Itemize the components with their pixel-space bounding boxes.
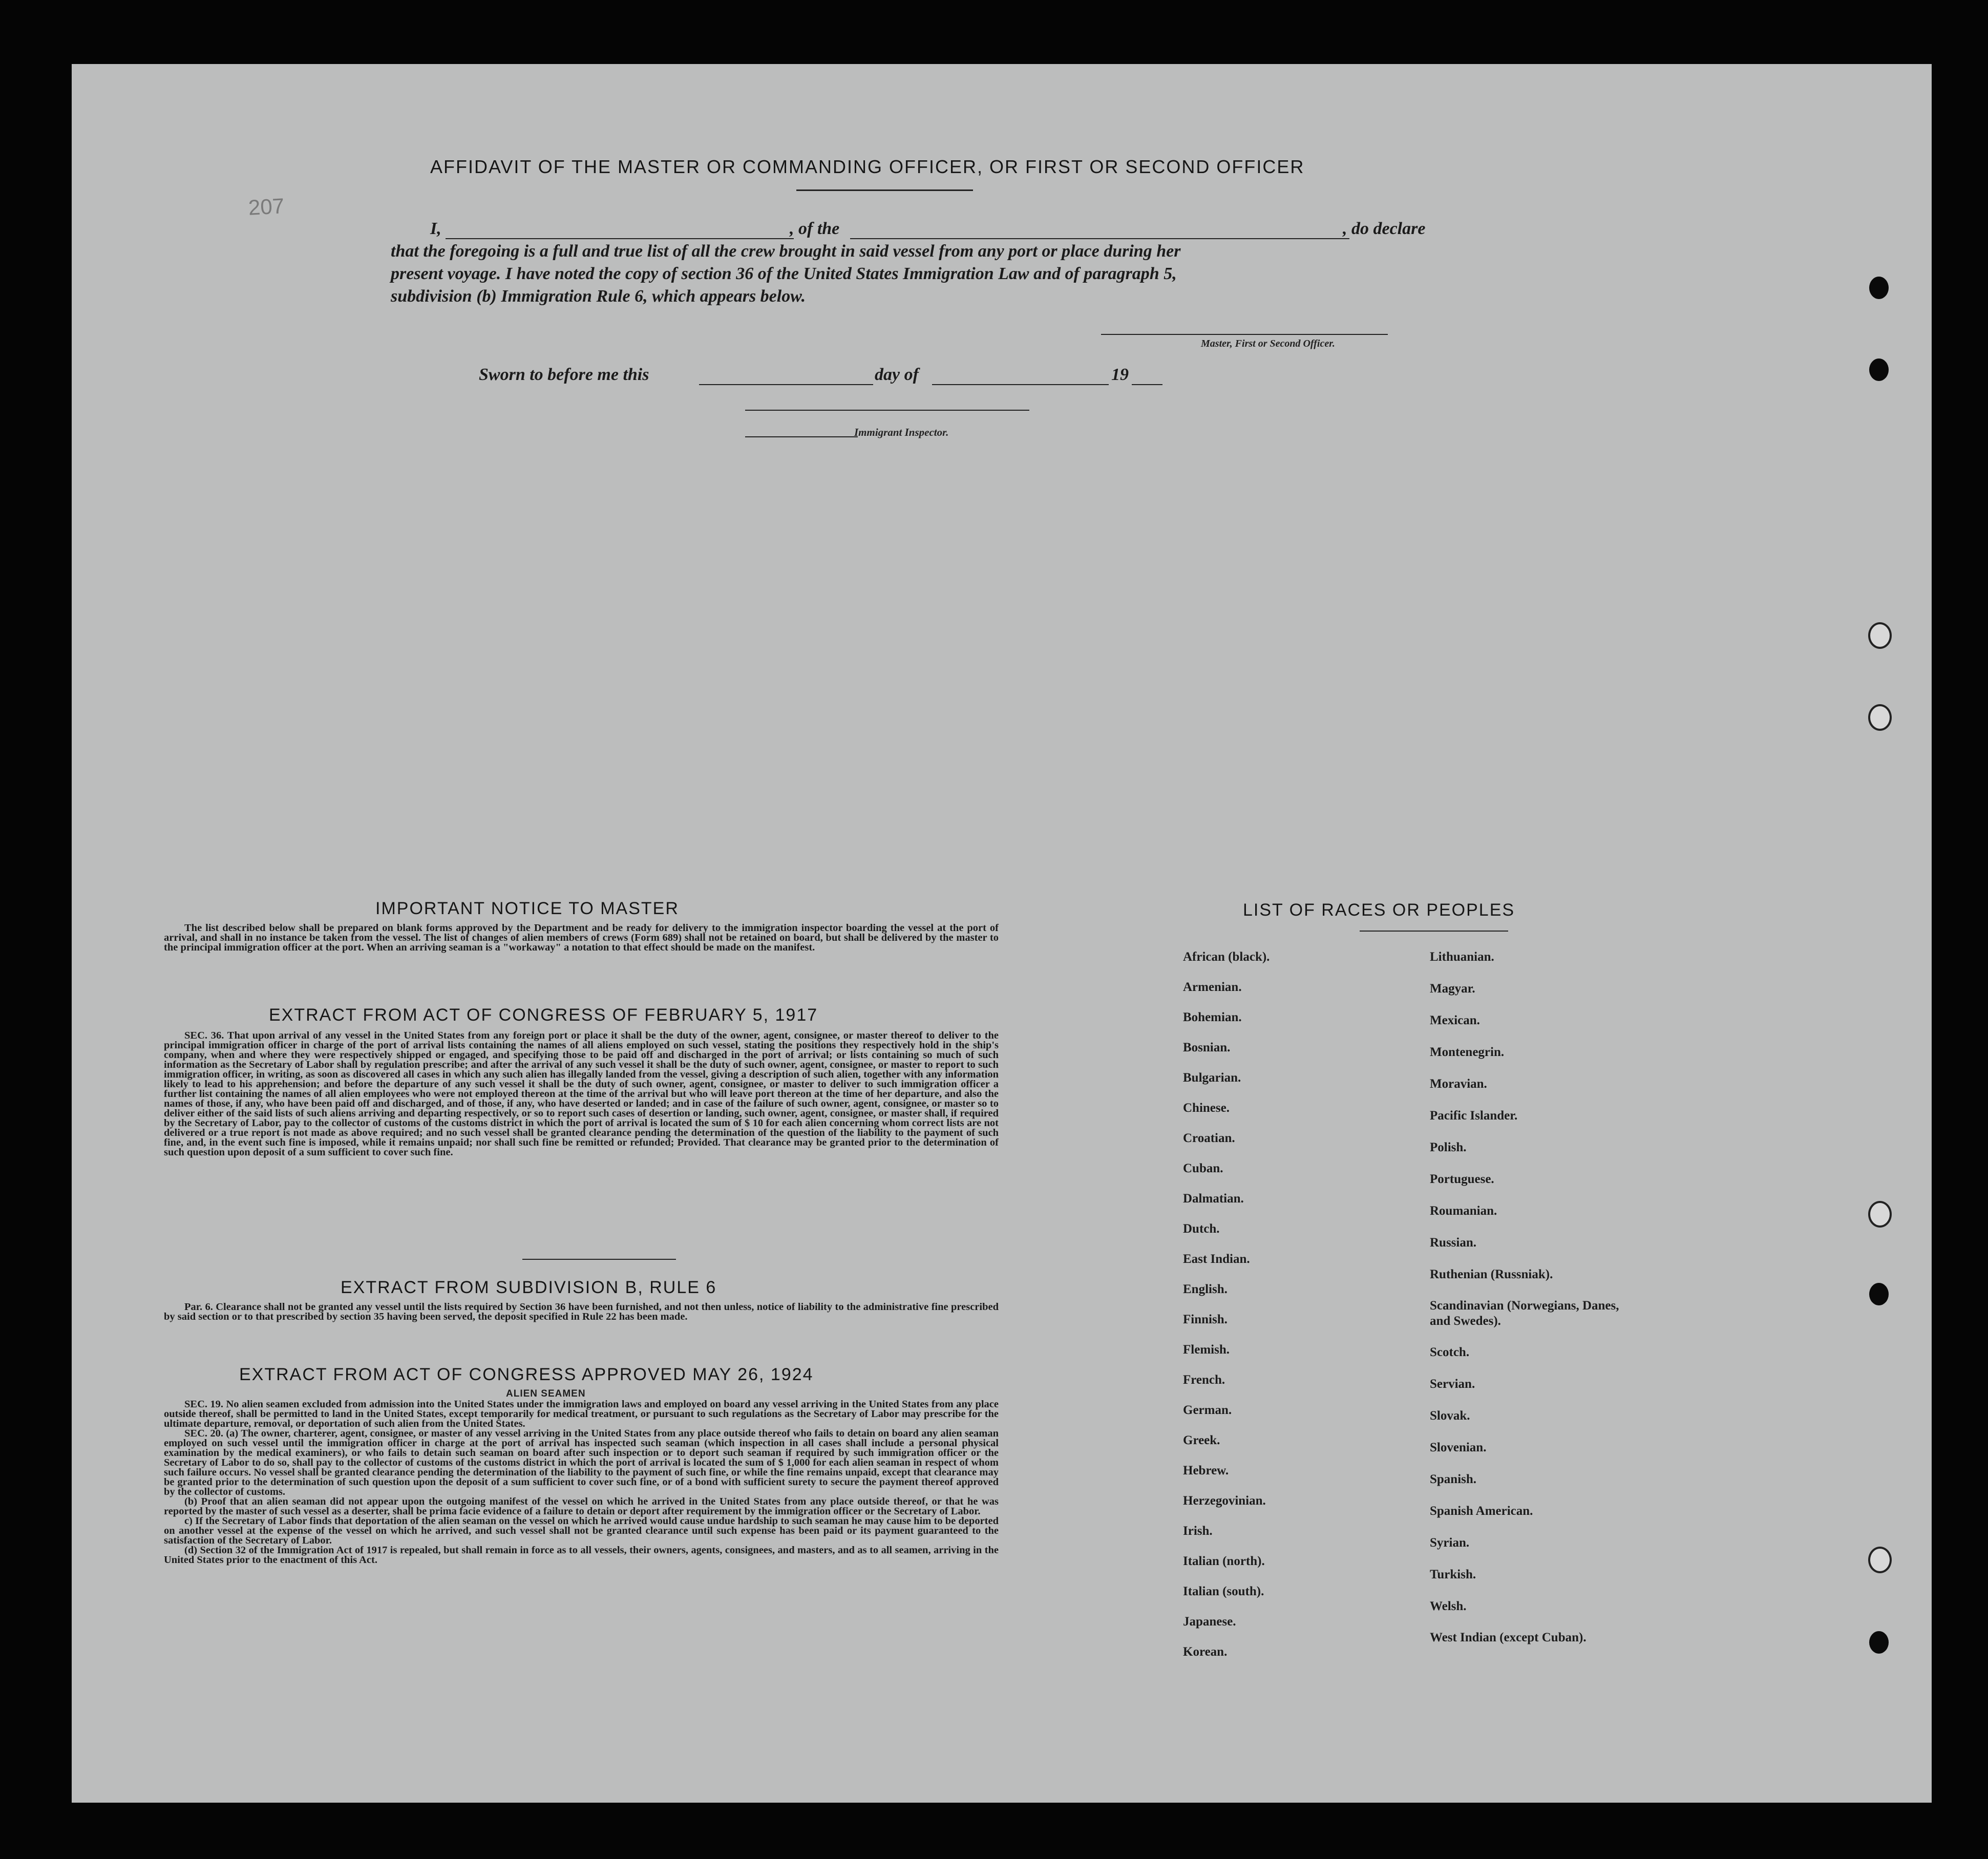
race-right: Ruthenian (Russniak). [1430,1268,1553,1281]
race-left: African (black). [1183,950,1270,964]
race-left: Flemish. [1183,1343,1230,1357]
races-underline [1360,931,1508,932]
sec20c-paragraph: c) If the Secretary of Labor finds that deportation of the alien seaman on the vessel on which he arrived would cause undue hardship to such seaman he may cause him to be deported on another vessel at the expense of the vessel on which he arrived, and such vessel shall not be granted clearance until such expense has been paid or its payment guaranteed to the satisfaction of the Secretary of Labor. [164,1515,999,1546]
subdivision-b-title: EXTRACT FROM SUBDIVISION B, RULE 6 [341,1278,717,1297]
race-left: Herzegovinian. [1183,1494,1266,1508]
race-right: Syrian. [1430,1536,1470,1550]
notice-text [164,923,999,953]
inspector-signature-line[interactable] [745,410,1029,411]
notice-title: IMPORTANT NOTICE TO MASTER [375,899,679,918]
race-right: Lithuanian. [1430,950,1494,964]
race-left: Italian (south). [1183,1585,1264,1598]
punch-hole [1869,1283,1889,1305]
race-left: Croatian. [1183,1131,1235,1145]
punch-hole [1868,622,1892,649]
race-left: Korean. [1183,1645,1228,1659]
extract-1917-paragraph: SEC. 36. That upon arrival of any vessel in the United States from any foreign port or place it shall be the duty of the owner, agent, consignee, or master thereof to deliver to the principal immigration officer in charge of the port of arrival lists containing the names of all aliens employed on such vessel, stating the positions they respectively hold in the ship's company, when and where they were respectively shipped or engaged, and specifying those to be paid off and discharged in the port of arrival; or lists containing so much of such information as the Secretary of Labor shall by regulation prescribe; and after the arrival of any such vessel it shall be the duty of such owner, agent, consignee, or master to report to such immigration officer, in writing, as soon as discovered all cases in which any such alien has illegally landed from the vessel, giving a description of such alien, together with any information likely to lead to his apprehension; and before the departure of any such vessel it shall be the duty of such owner, agent, consignee, or master to deliver to such immigration officer a further list containing the names of all alien employees who were not employed thereon at the time of the arrival but who will leave port thereon at the time of her departure, and also the names of those, if any, who have been paid off and discharged, and of those, if any, who have deserted or landed; and in case of the failure of such owner, agent, consignee, or master so to deliver either of the said lists of such aliens arriving and departing respectively, or so to report such cases of desertion or landing, such owner, agent, consignee, or master shall, if required by the Secretary of Labor, pay to the collector of customs of the customs district in which the port of arrival is located the sum of $ 10 for each alien concerning whom correct lists are not delivered or a true report is not made as above required; and no such vessel shall be granted clearance pending the determination of the question of the liability to the payment of such fine, and, in the event such fine is imposed, while it remains unpaid; nor shall such fine be remitted or refunded; Provided. That clearance may be granted prior to the determination of such question upon deposit of a sum sufficient to cover such fine. [164,1030,999,1158]
race-right: Turkish. [1430,1568,1476,1581]
race-left: East Indian. [1183,1252,1250,1266]
race-left: Chinese. [1183,1101,1230,1115]
extract-1917-title: EXTRACT FROM ACT OF CONGRESS OF FEBRUARY 5, 1917 [269,1005,818,1025]
race-left: Bulgarian. [1183,1071,1241,1085]
race-right: Portuguese. [1430,1172,1494,1186]
sworn-day-of: day of [875,365,919,384]
sworn-month-blank[interactable] [932,384,1109,385]
affidavit-line1-declare: , do declare [1343,219,1426,238]
sec20a-paragraph: SEC. 20. (a) The owner, charterer, agent, consignee, or master of any vessel arriving in the United States from any place outside thereof who fails to detain on board any alien seaman employed on such vessel until the immigration officer in charge at the port of arrival has inspected such seaman (which inspection in all cases shall include a personal physical examination by the medical examiners), or who fails to detain such seaman on board after such inspection or to deport such seaman if required by such immigration officer or the Secretary of Labor to do so, shall pay to the collector of customs of the customs district in which the port of arrival is located the sum of $ 1,000 for each alien seaman in respect of whom such failure occurs. No vessel shall be granted clearance pending the determination of the liability to the payment of such fine, or while the fine remains unpaid, except that clearance may be granted prior to the determination of such question upon the deposit of a sum sufficient to cover such fine, or of a bond with sufficient surety to secure the payment thereof approved by the collector of customs. [164,1428,999,1497]
margin-number: 207 [247,194,285,220]
race-right: Scotch. [1430,1345,1470,1359]
race-right: Spanish. [1430,1472,1477,1486]
race-right: Servian. [1430,1377,1475,1391]
sworn-day-blank[interactable] [699,384,873,385]
race-right: Moravian. [1430,1077,1487,1091]
title-underline [796,189,973,191]
affidavit-line1-i: I, [430,219,441,238]
race-right: Scandinavian (Norwegians, Danes, and Swedes). [1430,1299,1619,1328]
subdivision-b-text [164,1302,999,1322]
race-right: Slovenian. [1430,1441,1487,1454]
punch-hole [1869,358,1889,381]
subdivision-b-paragraph: Par. 6. Clearance shall not be granted any vessel until the lists required by Section 36 have been furnished, and not then unless, notice of liability to the administrative fine prescribed by said section or to that prescribed by section 35 having been served, the deposit specified in Rule 22 has been made. [164,1301,999,1322]
punch-hole [1868,704,1892,731]
affidavit-title: AFFIDAVIT OF THE MASTER OR COMMANDING OFFICER, OR FIRST OR SECOND OFFICER [430,156,1305,177]
races-title: LIST OF RACES OR PEOPLES [1243,900,1515,920]
race-left: Italian (north). [1183,1554,1265,1568]
race-left: German. [1183,1403,1232,1417]
race-left: Greek. [1183,1433,1220,1447]
sworn-year: 19 [1111,365,1129,384]
sec20b-paragraph: (b) Proof that an alien seaman did not appear upon the outgoing manifest of the vessel on which he arrived in the United States from any place outside thereof, or that he was reported by the master of such vessel as a deserter, shall be prima facie evidence of a failure to detain or deport after requirement by the immigration officer or the Secretary of Labor. [164,1496,999,1517]
sec19-paragraph: SEC. 19. No alien seamen excluded from admission into the United States under the immigration laws and employed on board any vessel arriving in the United States from any place outside thereof, shall be permitted to land in the United States, except temporarily for medical treatment, or pursuant to such regulations as the Secretary of Labor may prescribe for the ultimate departure, removal, or deportation of such alien from the United States. [164,1399,999,1429]
affidavit-line1-of: , of the [790,219,840,238]
race-left: Bosnian. [1183,1041,1231,1054]
name-blank[interactable] [446,238,794,239]
extract-1924-text [164,1400,999,1565]
extract-1924-title: EXTRACT FROM ACT OF CONGRESS APPROVED MAY 26, 1924 [239,1365,814,1384]
affidavit-line3: present voyage. I have noted the copy of section 36 of the United States Immigration Law and of paragraph 5, [391,264,1177,283]
race-right: Spanish American. [1430,1504,1533,1518]
document-page [72,64,1932,1803]
inspector-caption: Immigrant Inspector. [854,426,949,438]
affidavit-line2: that the foregoing is a full and true list of all the crew brought in said vessel from any port or place during her [391,242,1181,261]
race-right: West Indian (except Cuban). [1430,1631,1587,1644]
extract-1924-subtitle: ALIEN SEAMEN [506,1388,586,1399]
race-left: Dutch. [1183,1222,1220,1236]
inspector-short-line [745,436,858,437]
race-right: Magyar. [1430,982,1475,996]
race-left: Dalmatian. [1183,1192,1244,1206]
race-left: Finnish. [1183,1313,1228,1326]
punch-hole [1869,277,1889,299]
race-left: Bohemian. [1183,1010,1242,1024]
vessel-blank[interactable] [850,238,1349,239]
punch-hole [1868,1201,1892,1228]
extract-1917-divider [522,1259,676,1260]
extract-1917-text [164,1031,999,1157]
punch-hole [1869,1631,1889,1654]
sec20d-paragraph: (d) Section 32 of the Immigration Act of 1917 is repealed, but shall remain in force as to all vessels, their owners, agents, consignees, and masters, and as to all seamen, arriving in the United States prior to the enactment of this Act. [164,1545,999,1566]
race-right: Russian. [1430,1236,1477,1250]
notice-paragraph: The list described below shall be prepared on blank forms approved by the Department and be ready for delivery to the immigration inspector boarding the vessel at the port of arrival, and shall in no instance be taken from the vessel. The list of changes of alien members of crews (Form 689) shall not be retained on board, but shall be delivered by the master to the principal immigration officer at the port. When an arriving seaman is a "workaway" a notation to that effect should be made on the manifest. [164,922,999,953]
race-right: Roumanian. [1430,1204,1497,1218]
master-caption: Master, First or Second Officer. [1201,338,1335,349]
race-left: French. [1183,1373,1225,1387]
affidavit-line4: subdivision (b) Immigration Rule 6, which appears below. [391,287,806,306]
race-left: Armenian. [1183,980,1242,994]
race-left: English. [1183,1282,1228,1296]
master-signature-line[interactable] [1101,334,1388,335]
race-right: Slovak. [1430,1409,1470,1423]
sworn-year-blank[interactable] [1132,384,1162,385]
punch-hole [1868,1547,1892,1573]
race-left: Cuban. [1183,1161,1223,1175]
race-right: Montenegrin. [1430,1045,1505,1059]
race-left: Irish. [1183,1524,1213,1538]
race-right: Mexican. [1430,1013,1480,1027]
sworn-prefix: Sworn to before me this [479,365,649,384]
race-left: Hebrew. [1183,1464,1229,1477]
race-left: Japanese. [1183,1615,1236,1629]
race-right: Pacific Islander. [1430,1109,1518,1123]
race-right: Polish. [1430,1140,1467,1154]
race-right: Welsh. [1430,1599,1467,1613]
